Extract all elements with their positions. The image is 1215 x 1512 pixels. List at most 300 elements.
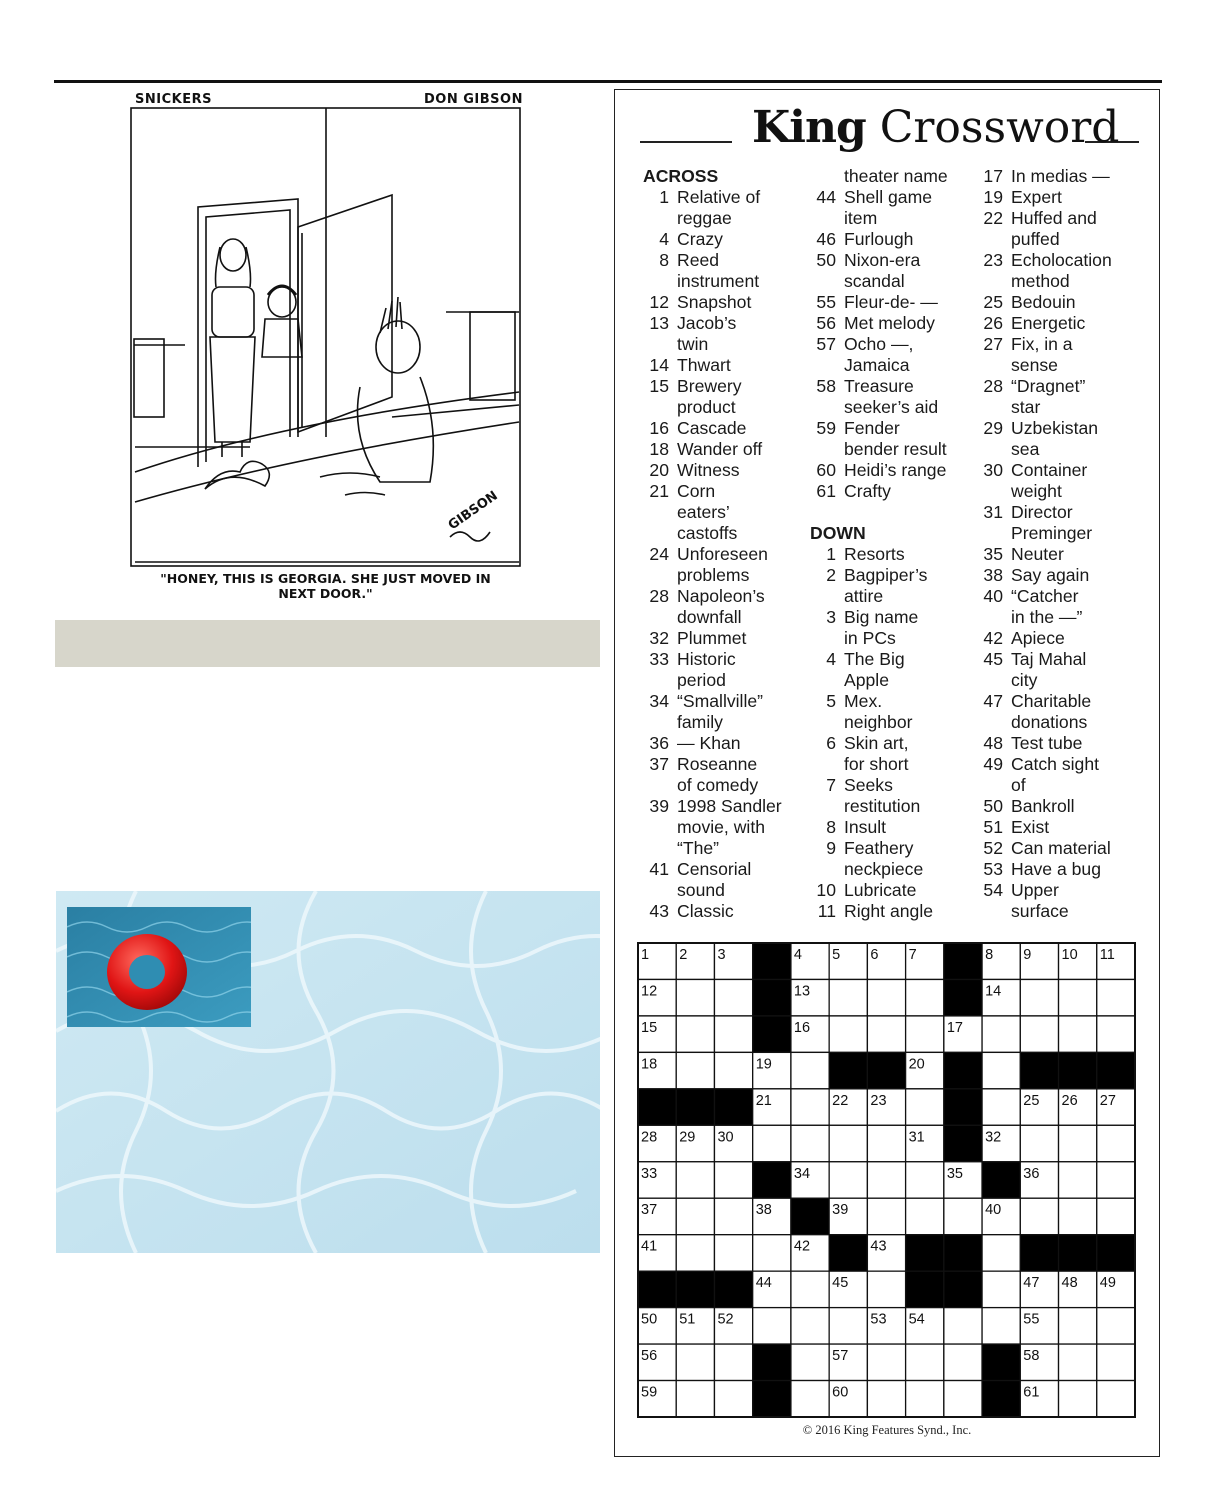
- clue-continuation: in PCs: [844, 628, 896, 648]
- clue-item: [643, 733, 782, 754]
- clue-text: Wander off: [677, 439, 763, 459]
- grid-cell[interactable]: [1097, 1162, 1135, 1198]
- clue-item: [810, 607, 948, 628]
- clue-item: [810, 838, 948, 859]
- grid-block: [753, 1162, 791, 1198]
- grid-cell[interactable]: [982, 1016, 1020, 1052]
- clue-number: 14: [649, 355, 669, 375]
- clue-text: “Catcher: [1011, 586, 1079, 606]
- clue-number: 16: [649, 418, 669, 438]
- copyright-notice: © 2016 King Features Synd., Inc.: [802, 1423, 972, 1437]
- grid-cell-number: 41: [641, 1238, 658, 1255]
- clue-number: 33: [649, 649, 669, 669]
- clue-item: [977, 502, 1112, 523]
- grid-cell-number: 35: [946, 1165, 963, 1182]
- clue-continuation: instrument: [677, 271, 760, 291]
- grid-cell[interactable]: [829, 1016, 867, 1052]
- clue-continuation: city: [1011, 670, 1038, 690]
- clue-continuation: scandal: [844, 271, 905, 291]
- clue-item: [810, 775, 948, 796]
- clue-item: [977, 796, 1112, 817]
- clue-text: Uzbekistan: [1011, 418, 1099, 438]
- clue-text: Shell game: [844, 187, 933, 207]
- grid-cell[interactable]: [1059, 1344, 1097, 1380]
- grid-cell[interactable]: [1059, 1308, 1097, 1344]
- grid-block: [829, 1052, 867, 1088]
- clue-item: [810, 733, 948, 754]
- clue-text: Crazy: [677, 229, 723, 249]
- clue-item: [643, 250, 782, 271]
- clue-number: 41: [649, 859, 669, 879]
- clue-text: Fender: [844, 418, 900, 438]
- grid-cell[interactable]: [906, 1089, 944, 1125]
- grid-cell[interactable]: [1059, 1198, 1097, 1234]
- clue-continuation: sense: [1011, 355, 1058, 375]
- grid-cell[interactable]: [714, 1235, 752, 1271]
- grid-cell[interactable]: [791, 1052, 829, 1088]
- grid-cell[interactable]: [829, 979, 867, 1015]
- clue-continuation: theater name: [844, 166, 948, 186]
- clue-text: Ocho —,: [844, 334, 914, 354]
- clue-text: Nixon-era: [844, 250, 921, 270]
- grid-cell[interactable]: [753, 1125, 791, 1161]
- grid-cell[interactable]: [791, 1125, 829, 1161]
- clue-number: 1: [659, 187, 669, 207]
- grid-cell[interactable]: [1020, 1125, 1058, 1161]
- clue-number: 43: [649, 901, 669, 921]
- grid-cell[interactable]: [906, 1198, 944, 1234]
- clue-item: [643, 649, 782, 670]
- clue-item: [977, 817, 1112, 838]
- grid-cell[interactable]: [714, 1052, 752, 1088]
- clue-item: [810, 544, 948, 565]
- clue-number: 59: [816, 418, 836, 438]
- grid-block: [791, 1198, 829, 1234]
- grid-cell-number: 32: [985, 1129, 1002, 1146]
- clue-text: Bankroll: [1011, 796, 1075, 816]
- clue-text: Expert: [1011, 187, 1062, 207]
- grid-block: [944, 979, 982, 1015]
- grid-cell-number: 57: [832, 1348, 849, 1365]
- clue-text: Catch sight: [1011, 754, 1100, 774]
- clue-number: 55: [816, 292, 836, 312]
- clue-number: 40: [983, 586, 1003, 606]
- grid-cell[interactable]: [982, 1089, 1020, 1125]
- clue-item: [977, 586, 1112, 607]
- clue-text: The Big: [844, 649, 905, 669]
- clue-item: [810, 187, 948, 208]
- grid-cell[interactable]: [1059, 979, 1097, 1015]
- grid-cell-number: 29: [679, 1129, 696, 1146]
- clue-number: 37: [649, 754, 669, 774]
- clue-number: 17: [983, 166, 1003, 186]
- clue-item: [977, 292, 1112, 313]
- grid-cell-number: 59: [641, 1384, 658, 1401]
- grid-cell-number: 28: [641, 1129, 658, 1146]
- gray-banner: [55, 620, 600, 667]
- grid-cell[interactable]: [1097, 1016, 1135, 1052]
- clue-number: 4: [826, 649, 836, 669]
- grid-cell-number: 3: [717, 947, 726, 963]
- clue-item: [977, 187, 1112, 208]
- clue-text: Energetic: [1011, 313, 1086, 333]
- grid-block: [714, 1271, 752, 1307]
- clue-text: Classic: [677, 901, 734, 921]
- grid-cell-number: 11: [1099, 947, 1115, 963]
- clue-text: Censorial: [677, 859, 752, 879]
- clue-item: [810, 880, 948, 901]
- grid-cell[interactable]: [791, 1344, 829, 1380]
- clue-number: 26: [983, 313, 1003, 333]
- clue-continuation: reggae: [677, 208, 732, 228]
- grid-cell[interactable]: [791, 1308, 829, 1344]
- clue-number: 35: [983, 544, 1003, 564]
- grid-cell[interactable]: [676, 979, 714, 1015]
- grid-block: [982, 1344, 1020, 1380]
- cartoon-caption-line1: "HONEY, THIS IS GEORGIA. SHE JUST MOVED IN: [160, 571, 491, 586]
- clue-number: 10: [816, 880, 836, 900]
- clue-item: [810, 817, 948, 838]
- grid-cell[interactable]: [1097, 1381, 1135, 1417]
- grid-cell[interactable]: [1097, 1308, 1135, 1344]
- cartoon-caption: [130, 571, 521, 601]
- clue-text: Charitable: [1011, 691, 1092, 711]
- clue-number: 56: [816, 313, 836, 333]
- clue-item: [643, 691, 782, 712]
- grid-cell[interactable]: [944, 1308, 982, 1344]
- clue-number: 28: [983, 376, 1003, 396]
- clue-text: Historic: [677, 649, 736, 669]
- grid-cell[interactable]: [1020, 1198, 1058, 1234]
- grid-block: [1020, 1235, 1058, 1271]
- grid-block: [944, 1089, 982, 1125]
- grid-cell-number: 36: [1023, 1165, 1040, 1182]
- grid-cell[interactable]: [906, 1381, 944, 1417]
- clue-continuation: attire: [844, 586, 884, 606]
- grid-block: [906, 1271, 944, 1307]
- grid-cell-number: 23: [870, 1092, 887, 1109]
- grid-block: [753, 1016, 791, 1052]
- clue-continuation: of comedy: [677, 775, 759, 795]
- grid-cell[interactable]: [867, 1198, 905, 1234]
- clue-number: 22: [983, 208, 1003, 228]
- grid-cell-number: 16: [793, 1019, 811, 1036]
- grid-block: [944, 943, 982, 979]
- grid-cell[interactable]: [1097, 1125, 1135, 1161]
- clue-continuation: period: [677, 670, 726, 690]
- clue-text: Echolocation: [1011, 250, 1112, 270]
- clue-column-2: [810, 166, 948, 922]
- clue-continuation: of: [1011, 775, 1026, 795]
- grid-cell[interactable]: [1059, 1125, 1097, 1161]
- grid-cell[interactable]: [714, 1381, 752, 1417]
- grid-cell-number: 22: [832, 1092, 849, 1109]
- grid-cell-number: 15: [641, 1019, 658, 1036]
- clue-text: Relative of: [677, 187, 761, 207]
- clue-text: “Smallville”: [677, 691, 764, 711]
- clue-continuation: Apple: [844, 670, 889, 690]
- clue-continuation: seeker’s aid: [844, 397, 939, 417]
- clue-text: Treasure: [844, 376, 914, 396]
- clue-item: [643, 460, 782, 481]
- clue-number: 7: [826, 775, 836, 795]
- grid-block: [944, 1235, 982, 1271]
- clue-item: [643, 418, 782, 439]
- grid-cell-number: 45: [832, 1275, 849, 1292]
- grid-cell[interactable]: [829, 1162, 867, 1198]
- grid-cell-number: 47: [1023, 1275, 1040, 1292]
- cartoon-caption-line2: NEXT DOOR.": [278, 586, 373, 601]
- grid-cell[interactable]: [791, 1381, 829, 1417]
- clue-text: Jacob’s: [677, 313, 737, 333]
- grid-block: [982, 1162, 1020, 1198]
- grid-cell-number: 21: [755, 1092, 772, 1109]
- grid-cell[interactable]: [791, 1271, 829, 1307]
- grid-cell[interactable]: [714, 979, 752, 1015]
- grid-cell-number: 2: [679, 947, 688, 963]
- clue-number: 12: [649, 292, 669, 312]
- clue-text: Apiece: [1011, 628, 1065, 648]
- grid-cell[interactable]: [867, 979, 905, 1015]
- clue-continuation: product: [677, 397, 736, 417]
- grid-block: [944, 1052, 982, 1088]
- clue-item: [810, 565, 948, 586]
- clue-item: [643, 313, 782, 334]
- grid-cell[interactable]: [676, 1162, 714, 1198]
- clue-number: 8: [826, 817, 836, 837]
- grid-block: [906, 1235, 944, 1271]
- clue-number: 45: [983, 649, 1003, 669]
- clue-item: [643, 481, 782, 502]
- clue-number: 6: [826, 733, 836, 753]
- grid-cell[interactable]: [714, 1344, 752, 1380]
- grid-cell-number: 42: [793, 1238, 811, 1255]
- grid-cell-number: 4: [793, 947, 803, 963]
- clue-number: 32: [649, 628, 669, 648]
- grid-cell-number: 38: [755, 1202, 772, 1219]
- grid-cell-number: 58: [1023, 1348, 1040, 1365]
- grid-cell[interactable]: [906, 1016, 944, 1052]
- grid-cell[interactable]: [1059, 1016, 1097, 1052]
- clue-continuation: castoffs: [677, 523, 738, 543]
- clue-item: [977, 376, 1112, 397]
- grid-cell-number: 33: [641, 1165, 658, 1182]
- grid-cell-number: 49: [1099, 1275, 1116, 1292]
- clue-text: Upper: [1011, 880, 1059, 900]
- clue-text: — Khan: [677, 733, 741, 753]
- grid-cell[interactable]: [676, 1344, 714, 1380]
- grid-cell[interactable]: [1059, 1162, 1097, 1198]
- clue-text: Fleur-de- —: [844, 292, 938, 312]
- clue-section-header: ACROSS: [643, 166, 719, 186]
- clue-number: 57: [816, 334, 836, 354]
- clue-text: Insult: [844, 817, 887, 837]
- clue-text: Cascade: [677, 418, 747, 438]
- grid-cell[interactable]: [1097, 1198, 1135, 1234]
- grid-cell[interactable]: [867, 1125, 905, 1161]
- clue-text: Feathery: [844, 838, 914, 858]
- grid-cell-number: 48: [1061, 1275, 1078, 1292]
- grid-cell-number: 51: [679, 1311, 696, 1328]
- clue-continuation: Jamaica: [844, 355, 910, 375]
- clue-item: [643, 628, 782, 649]
- grid-cell-number: 40: [985, 1202, 1002, 1219]
- clue-item: [977, 733, 1112, 754]
- clue-text: Lubricate: [844, 880, 917, 900]
- grid-cell-number: 18: [641, 1056, 658, 1073]
- clue-number: 42: [983, 628, 1003, 648]
- clue-number: 24: [649, 544, 669, 564]
- clue-spacer: [810, 502, 948, 523]
- clue-column-3: [977, 166, 1112, 922]
- grid-cell-number: 26: [1061, 1092, 1078, 1109]
- grid-cell[interactable]: [867, 1016, 905, 1052]
- grid-cell[interactable]: [944, 1198, 982, 1234]
- clue-number: 19: [983, 187, 1003, 207]
- clue-item: [643, 187, 782, 208]
- grid-cell[interactable]: [867, 1381, 905, 1417]
- grid-cell[interactable]: [1097, 1344, 1135, 1380]
- clue-text: Bedouin: [1011, 292, 1076, 312]
- grid-block: [714, 1089, 752, 1125]
- clue-number: 46: [816, 229, 836, 249]
- clue-number: 4: [659, 229, 669, 249]
- grid-cell[interactable]: [676, 1381, 714, 1417]
- grid-cell[interactable]: [676, 1016, 714, 1052]
- clue-text: Director: [1011, 502, 1073, 522]
- clue-number: 23: [983, 250, 1003, 270]
- grid-cell-number: 1: [641, 947, 650, 963]
- clue-text: Fix, in a: [1011, 334, 1073, 354]
- grid-cell[interactable]: [982, 1271, 1020, 1307]
- grid-cell-number: 31: [908, 1129, 925, 1146]
- clue-text: Met melody: [844, 313, 935, 333]
- grid-block: [1059, 1052, 1097, 1088]
- clue-number: 50: [816, 250, 836, 270]
- clue-text: Skin art,: [844, 733, 909, 753]
- clue-text: In medias —: [1011, 166, 1110, 186]
- grid-cell[interactable]: [906, 1162, 944, 1198]
- clue-continuation: in the —”: [1011, 607, 1083, 627]
- grid-cell[interactable]: [829, 1308, 867, 1344]
- crossword-title-king: King: [752, 102, 866, 153]
- clue-continuation: “The”: [677, 838, 720, 858]
- grid-cell[interactable]: [829, 1125, 867, 1161]
- grid-cell[interactable]: [676, 1198, 714, 1234]
- clue-item: [810, 376, 948, 397]
- grid-cell[interactable]: [982, 1052, 1020, 1088]
- grid-cell[interactable]: [753, 1308, 791, 1344]
- grid-cell[interactable]: [1097, 979, 1135, 1015]
- clue-item: [810, 481, 948, 502]
- clue-text: Mex.: [844, 691, 883, 711]
- clue-number: 61: [816, 481, 836, 501]
- clue-continuation: donations: [1011, 712, 1088, 732]
- clue-item: [977, 334, 1112, 355]
- grid-block: [944, 1125, 982, 1161]
- cartoon-signature: GIBSON: [445, 488, 501, 534]
- grid-cell[interactable]: [867, 1344, 905, 1380]
- grid-cell[interactable]: [867, 1271, 905, 1307]
- clue-number: 29: [983, 418, 1003, 438]
- clue-continuation: problems: [677, 565, 750, 585]
- clue-text: Brewery: [677, 376, 742, 396]
- crossword-title-word: Crossword: [879, 102, 1120, 153]
- clue-number: 49: [983, 754, 1003, 774]
- clue-text: Have a bug: [1011, 859, 1101, 879]
- grid-cell[interactable]: [791, 1089, 829, 1125]
- clue-item: [643, 586, 782, 607]
- grid-cell[interactable]: [867, 1162, 905, 1198]
- grid-cell[interactable]: [714, 1016, 752, 1052]
- clue-item: [643, 229, 782, 250]
- clue-continuation: family: [677, 712, 723, 732]
- grid-cell[interactable]: [982, 1235, 1020, 1271]
- clue-number: 21: [649, 481, 669, 501]
- grid-cell[interactable]: [676, 1052, 714, 1088]
- grid-cell[interactable]: [1020, 1016, 1058, 1052]
- clue-text: Heidi’s range: [844, 460, 947, 480]
- clue-number: 18: [649, 439, 669, 459]
- grid-cell-number: 34: [793, 1165, 811, 1182]
- grid-block: [638, 1271, 676, 1307]
- grid-cell[interactable]: [906, 979, 944, 1015]
- clue-number: 20: [649, 460, 669, 480]
- grid-cell-number: 14: [985, 983, 1002, 1000]
- grid-cell[interactable]: [944, 1381, 982, 1417]
- grid-cell-number: 13: [793, 983, 811, 1000]
- clue-number: 51: [983, 817, 1003, 837]
- grid-cell[interactable]: [982, 1308, 1020, 1344]
- grid-cell[interactable]: [714, 1198, 752, 1234]
- clue-number: 28: [649, 586, 669, 606]
- grid-block: [829, 1235, 867, 1271]
- grid-cell-number: 9: [1023, 947, 1032, 963]
- clue-item: [810, 691, 948, 712]
- clue-item: [643, 292, 782, 313]
- clue-item: [643, 376, 782, 397]
- clue-item: [643, 859, 782, 880]
- crossword-title: [752, 100, 1119, 156]
- clue-number: 31: [983, 502, 1003, 522]
- clue-text: Witness: [677, 460, 740, 480]
- grid-cell[interactable]: [944, 1344, 982, 1380]
- clue-text: Bagpiper’s: [844, 565, 928, 585]
- clue-item: [643, 439, 782, 460]
- grid-cell[interactable]: [676, 1235, 714, 1271]
- grid-cell[interactable]: [714, 1162, 752, 1198]
- clue-item: [977, 691, 1112, 712]
- clue-number: 53: [983, 859, 1003, 879]
- clue-number: 30: [983, 460, 1003, 480]
- clue-text: Plummet: [677, 628, 747, 648]
- clue-continuation: movie, with: [677, 817, 765, 837]
- grid-block: [944, 1271, 982, 1307]
- grid-cell[interactable]: [753, 1235, 791, 1271]
- grid-cell-number: 27: [1099, 1092, 1116, 1109]
- clue-number: 39: [649, 796, 669, 816]
- clue-continuation: neighbor: [844, 712, 913, 732]
- clue-item: [643, 754, 782, 775]
- clue-continuation: for short: [844, 754, 909, 774]
- grid-cell[interactable]: [1020, 979, 1058, 1015]
- grid-cell[interactable]: [906, 1344, 944, 1380]
- grid-cell-number: 44: [755, 1275, 772, 1292]
- clue-text: Roseanne: [677, 754, 758, 774]
- clue-text: Thwart: [677, 355, 731, 375]
- clue-continuation: sea: [1011, 439, 1040, 459]
- grid-cell[interactable]: [1059, 1381, 1097, 1417]
